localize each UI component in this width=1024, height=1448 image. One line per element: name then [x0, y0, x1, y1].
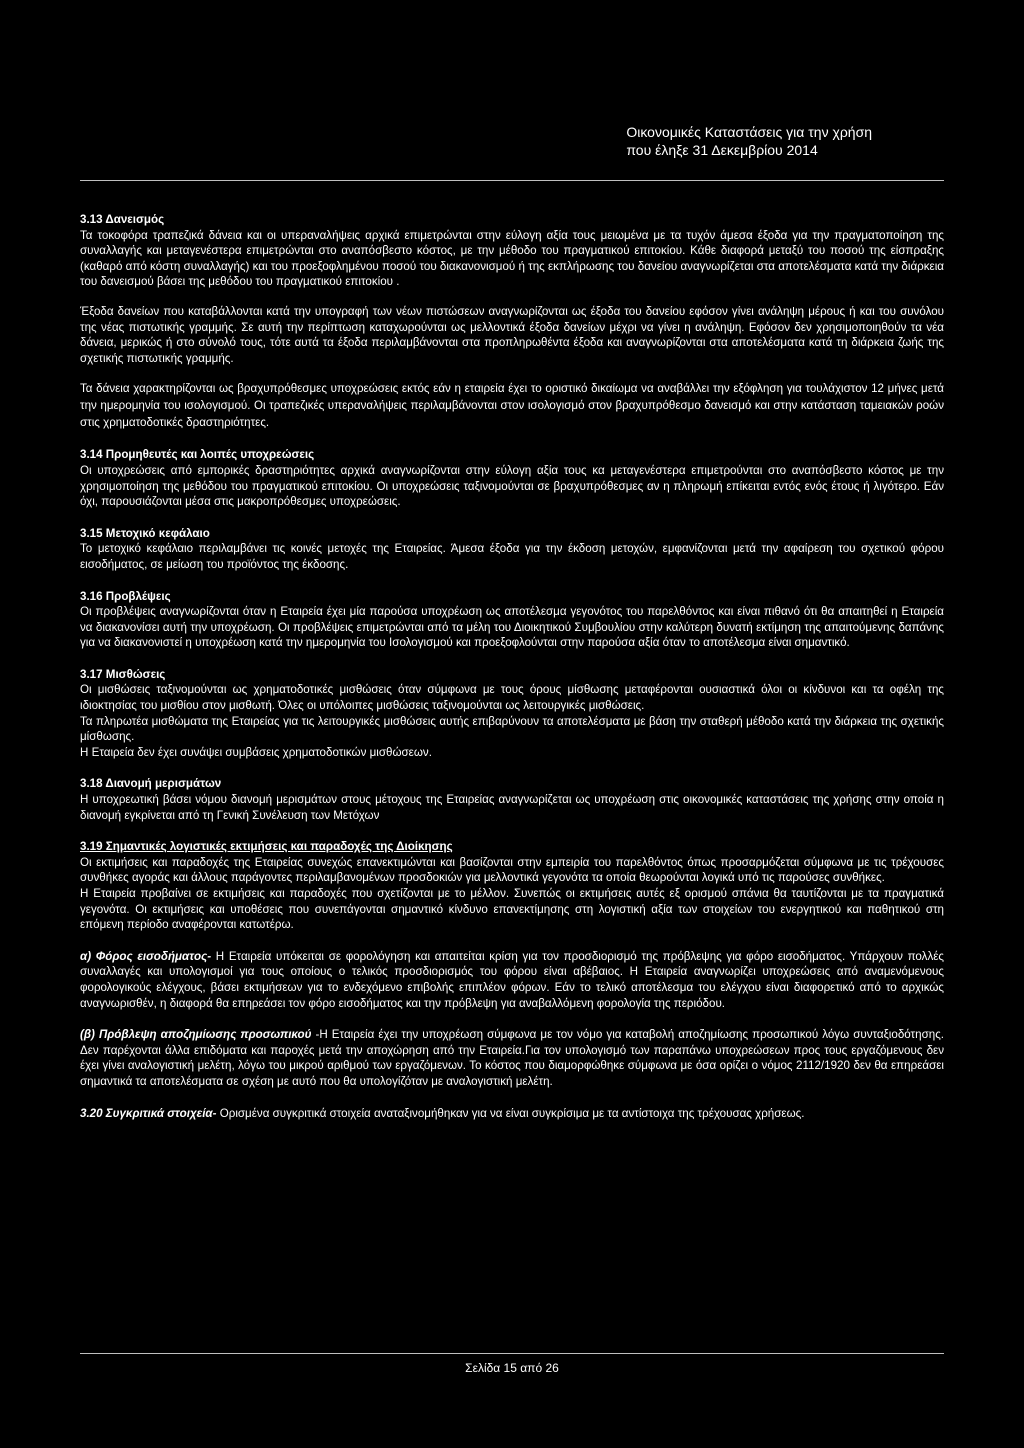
section-3-16: [80, 589, 944, 651]
paragraph: Τα δάνεια χαρακτηρίζονται ως βραχυπρόθεσμες υποχρεώσεις εκτός εάν η εταιρεία έχει το οριστικό δικαίωμα να αναβάλλει την εξόφληση για τουλάχιστον 12 μήνες μετά την ημερομηνία του ισολογισμού. Οι τραπεζικές υπεραναλήψεις περιλαμβάνονται στον ισολογισμό στον βραχυπρόθεσμο δανεισμό και στην κατάσταση ταμειακών ροών στις χρηματοδοτικές δραστηριότητες.: [80, 382, 944, 430]
page-header: [626, 123, 872, 159]
section-heading: 3.17 Μισθώσεις: [80, 667, 166, 681]
section-heading: 3.14 Προμηθευτές και λοιπές υποχρεώσεις: [80, 448, 315, 462]
sub-item-label: 3.20 Συγκριτικά στοιχεία-: [80, 1106, 217, 1120]
section-heading: 3.19 Σημαντικές λογιστικές εκτιμήσεις και παραδοχές της Διοίκησης: [80, 840, 453, 854]
sub-item-text: -Η Εταιρεία έχει την υποχρέωση σύμφωνα με τον νόμο για καταβολή αποζημίωσης προσωπικού λόγω συνταξιοδότησης. Δεν παρέχονται άλλα επιδόματα και παροχές μετά την αποχώρηση από την Εταιρεία.Για τον υπολογισμό των παραπάνω υποχρεώσεων προς τους εργαζόμενους δεν έχει γίνει αναλογιστική μελέτη, λόγω του μικρού αριθμού των εργαζόμενων. Το κόστος που διαμορφώθηκε σύμφωνα με όσα ορίζει ο νόμος 2112/1920 δεν θα επηρεάσει σημαντικά τα αποτελέσματα σε σχέση με αυτό που θα υπολογίζόταν με αναλογιστική μελέτη.: [80, 1028, 945, 1088]
section-3-19: [80, 839, 944, 933]
estimate-staff-compensation: [80, 1027, 944, 1089]
section-heading: 3.15 Μετοχικό κεφάλαιο: [80, 526, 210, 540]
section-heading: 3.13 Δανεισμός: [80, 213, 165, 226]
sub-item-label: (β) Πρόβλεψη αποζημίωσης προσωπικού: [80, 1028, 312, 1042]
paragraph: Οι μισθώσεις ταξινομούνται ως χρηματοδοτικές μισθώσεις όταν σύμφωνα με τους όρους μίσθωσης μεταφέρονται ουσιαστικά όλοι οι κίνδυνοι και τα οφέλη της ιδιοκτησίας του μισθίου στον μισθωτή. Όλες οι υπόλοιπες μισθώσεις ταξινομούνται ως λειτουργικές μισθώσεις.: [80, 683, 944, 713]
header-title-line-2: που έληξε 31 Δεκεμβρίου 2014: [626, 142, 818, 158]
estimate-income-tax: [80, 949, 944, 1011]
page-number: Σελίδα 15 από 26: [465, 1361, 559, 1375]
paragraph: Οι υποχρεώσεις από εμπορικές δραστηριότητες αρχικά αναγνωρίζονται στην εύλογη αξία τους κα μεταγενέστερα επιμετρούνται στο αναπόσβεστο κόστος με την χρησιμοποίηση της μεθόδου του πραγματικού επιτοκίου. Οι υποχρεώσεις ταξινομούνται σε βραχυπρόθεσμες αν η πληρωμή επίκειται εντός ενός έτους ή λιγότερο. Εάν όχι, παρουσιάζονται μέσα στις μακροπρόθεσμες υποχρεώσεις.: [80, 463, 944, 509]
sub-item-text: Η Εταιρεία υπόκειται σε φορολόγηση και απαιτείται κρίση για τον προσδιορισμό της πρόβλεψης για φόρο εισοδήματος. Υπάρχουν πολλές συναλλαγές και υπολογισμοί για τους οποίους ο τελικός προσδιορισμός του φόρου είναι αβέβαιος. Η Εταιρεία αναγνωρίζει υποχρεώσεις από αναμενόμενους φορολογικούς ελέγχους, βάσει εκτιμήσεων για το ενδεχόμενο επιβολής επιπλέον φόρων. Εάν το τελικό αποτέλεσμα του ελέγχου είναι διαφορετικό από το αρχικώς αναγνωρισθέν, η διαφορά θα επηρεάσει τον φόρο εισοδήματος και την πρόβλεψη για αναβαλλόμενη φορολογία της περιόδου.: [80, 949, 944, 1010]
document-body: [80, 212, 944, 1137]
paragraph: Τα τοκοφόρα τραπεζικά δάνεια και οι υπεραναλήψεις αρχικά επιμετρώνται στην εύλογη αξία τους μειωμένα με τα τυχόν άμεσα έξοδα για την πραγματοποίηση της συναλλαγής και μεταγενέστερα επιμετρώνται στο αναπόσβεστο κόστος, με την μέθοδο του πραγματικού επιτοκίου. Κάθε διαφορά μεταξύ του ποσού της είσπραξης (καθαρό από κόστη συναλλαγής) και του προεξοφλημένου ποσού του διακανονισμού ή της εκπλήρωσης του δανείου αναγνωρίζεται στα αποτελέσματα κατά την διάρκεια του δανεισμού βάσει της μεθόδου του πραγματικού επιτοκίου .: [80, 228, 944, 289]
paragraph: Οι εκτιμήσεις και παραδοχές της Εταιρείας συνεχώς επανεκτιμώνται και βασίζονται στην εμπειρία του παρελθόντος όπως προσαρμόζεται σύμφωνα με τις τρέχουσες συνθήκες αγοράς και άλλους παράγοντες περιλαμβανομένων προσδοκιών για μελλοντικά γεγονότα τα οποία θεωρούνται λογικά υπό τις παρούσες συνθήκες.: [80, 855, 944, 885]
section-3-17: [80, 667, 944, 761]
section-3-15: [80, 526, 944, 573]
sub-item-label: α) Φόρος εισοδήματος-: [80, 949, 212, 963]
section-heading: 3.16 Προβλέψεις: [80, 589, 171, 603]
sub-item-text: Ορισμένα συγκριτικά στοιχεία αναταξινομήθηκαν για να είναι συγκρίσιμα με τα αντίστοιχα της τρέχουσας χρήσεως.: [216, 1106, 805, 1120]
paragraph: Το μετοχικό κεφάλαιο περιλαμβάνει τις κοινές μετοχές της Εταιρείας. Άμεσα έξοδα για την έκδοση μετοχών, εμφανίζονται μετά την αφαίρεση του σχετικού φόρου εισοδήματος, σε μείωση του προϊόντος της έκδοσης.: [80, 542, 944, 571]
section-heading: 3.18 Διανομή μερισμάτων: [80, 777, 222, 791]
paragraph: Οι προβλέψεις αναγνωρίζονται όταν η Εταιρεία έχει μία παρούσα υποχρέωση ως αποτέλεσμα γεγονότος του παρελθόντος και είναι πιθανό ότι θα απαιτηθεί η Εταιρεία να διακανονίσει αυτή την υποχρέωση. Οι προβλέψεις επιμετρώνται από τα μέλη του Διοικητικού Συμβουλίου στην καλύτερη δυνατή εκτίμηση της απαιτούμενης δαπάνης για να διακανονιστεί η υποχρέωση κατά την ημερομηνία του Ισολογισμού και προεξοφλούνται στην παρούσα αξία όταν το αποτέλεσμα είναι σημαντικό.: [80, 605, 944, 650]
header-divider: [80, 180, 944, 181]
section-3-20: [80, 1106, 944, 1122]
paragraph: Η Εταιρεία δεν έχει συνάψει συμβάσεις χρηματοδοτικών μισθώσεων.: [80, 745, 432, 759]
header-title-line-1: Οικονομικές Καταστάσεις για την χρήση: [626, 124, 872, 140]
paragraph: Τα πληρωτέα μισθώματα της Εταιρείας για τις λειτουργικές μισθώσεις αυτής επιβαρύνουν τα αποτελέσματα με βάση την σταθερή μέθοδο κατά την διάρκεια της σχετικής μίσθωσης.: [80, 714, 944, 744]
paragraph: Η Εταιρεία προβαίνει σε εκτιμήσεις και παραδοχές που σχετίζονται με το μέλλον. Συνεπώς οι εκτιμήσεις αυτές εξ ορισμού σπάνια θα ταυτίζονται με τα πραγματικά γεγονότα. Οι εκτιμήσεις και υποθέσεις που συνεπάγονται σημαντικό κίνδυνο επανεκτίμησης στη λογιστική αξία των στοιχείων του ενεργητικού και παθητικού στη επόμενη περίοδο αναφέρονται κατωτέρω.: [80, 887, 944, 932]
section-3-14: [80, 447, 944, 509]
section-3-13: [80, 212, 944, 431]
paragraph: Η υποχρεωτική βάσει νόμου διανομή μερισμάτων στους μέτοχους της Εταιρείας αναγνωρίζεται ως υποχρέωση στις οικονομικές καταστάσεις της χρήσης στην οποία η διανομή εγκρίνεται από τη Γενική Συνέλευση των Μετόχων: [80, 793, 944, 822]
paragraph: Έξοδα δανείων που καταβάλλονται κατά την υπογραφή των νέων πιστώσεων αναγνωρίζονται ως έξοδα του δανείου εφόσον γίνει ανάληψη μέρους ή και του συνόλου της νέας πιστωτικής γραμμής. Σε αυτή την περίπτωση καταχωρούνται ως μελλοντικά έξοδα δανείων μέχρι να γίνει η ανάληψη. Εφόσον δεν χρησιμοποιηθούν τα νέα δάνεια, μερικώς ή στο σύνολό τους, τότε αυτά τα έξοδα περιλαμβάνονται στα προπληρωθέντα έξοδα και αναγνωρίζονται στα αποτελέσματα κατά τη διάρκεια ζωής της σχετικής πιστωτικής γραμμής.: [80, 304, 944, 365]
footer-divider: [80, 1353, 944, 1354]
section-3-18: [80, 776, 944, 823]
